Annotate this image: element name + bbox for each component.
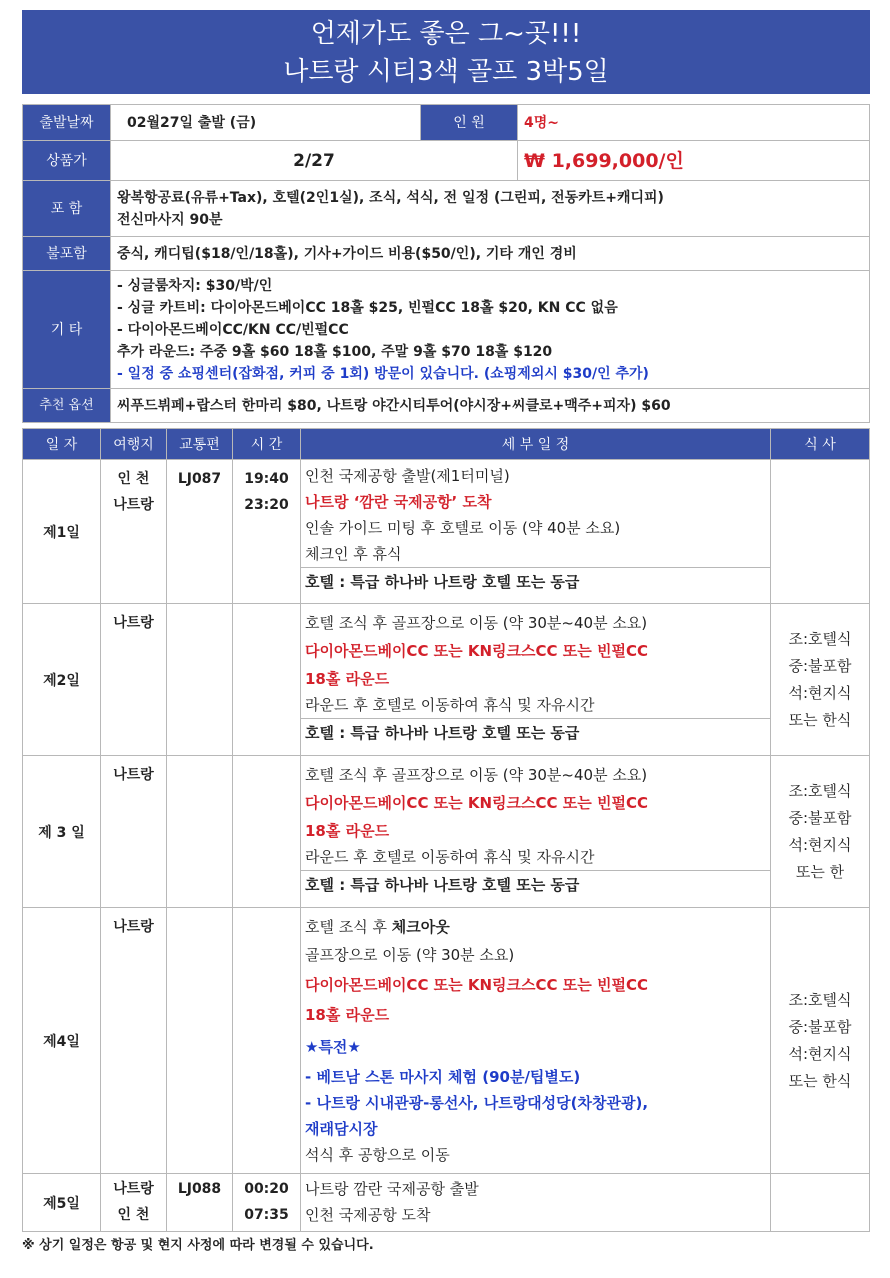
day3-detail [301, 756, 771, 908]
day5-time-2: 07:35 [244, 1207, 289, 1223]
day4-detail [301, 908, 771, 1174]
schedule-header-row [23, 429, 870, 460]
day1-line-1: 인천 국제공항 출발(제1터미널) [305, 467, 510, 485]
price-value: ₩ 1,699,000/인 [518, 141, 870, 181]
day1-time-2: 23:20 [244, 497, 289, 513]
day4-line-2: 골프장으로 이동 (약 30분 소요) [305, 946, 515, 964]
day2-place: 나트랑 [101, 604, 167, 756]
day4-line-3: 다이아몬드베이CC 또는 KN링크스CC 또는 빈펄CC [305, 976, 648, 994]
day5-place-1: 나트랑 [113, 1181, 154, 1197]
etc-line-2: - 싱글 카트비: 다이아몬드베이CC 18홀 $25, 빈펄CC 18홀 $20, KN CC 없음 [117, 299, 618, 316]
day2-line-3: 18홀 라운드 [305, 670, 390, 688]
day4-row [23, 908, 870, 1174]
etc-value [111, 271, 870, 389]
day3-meal-4: 또는 한 [795, 862, 845, 881]
day4-checkout: 체크아웃 [391, 918, 450, 936]
day5-label: 제5일 [23, 1174, 101, 1232]
day3-meal-1: 조:호텔식 [788, 781, 852, 800]
day2-line-2: 다이아몬드베이CC 또는 KN링크스CC 또는 빈펄CC [305, 642, 648, 660]
depart-value: 02월27일 출발 (금) [111, 105, 421, 141]
day3-meal [771, 756, 870, 908]
day2-line-1: 호텔 조식 후 골프장으로 이동 (약 30분~40분 소요) [305, 614, 648, 632]
header-detail: 세 부 일 정 [301, 429, 771, 460]
day3-label: 제 3 일 [23, 756, 101, 908]
day2-meal-4: 또는 한식 [788, 710, 852, 729]
day1-line-2: 나트랑 ‘깜란 국제공항’ 도착 [305, 493, 492, 511]
day2-detail [301, 604, 771, 756]
exclude-value: 중식, 캐디팁($18/인/18홀), 기사+가이드 비용($50/인), 기타 개인 경비 [111, 237, 870, 271]
footnote: ※ 상기 일정은 항공 및 현지 사정에 따라 변경될 수 있습니다. [22, 1238, 374, 1253]
day1-detail [301, 460, 771, 604]
day5-place-2: 인 천 [117, 1207, 150, 1223]
day5-times [233, 1174, 301, 1232]
day5-place [101, 1174, 167, 1232]
day4-line-4: 18홀 라운드 [305, 1006, 390, 1024]
header-place: 여행지 [101, 429, 167, 460]
day1-flight: LJ087 [167, 460, 233, 604]
day4-meal-1: 조:호텔식 [788, 990, 852, 1009]
day2-flight [167, 604, 233, 756]
banner-title-line1: 언제가도 좋은 그~곳!!! [310, 19, 582, 49]
banner-title-line2: 나트랑 시티3색 골프 3박5일 [283, 57, 609, 87]
option-label: 추천 옵션 [23, 389, 111, 423]
day1-meal [771, 460, 870, 604]
day3-times [233, 756, 301, 908]
option-value: 씨푸드뷔페+랍스터 한마리 $80, 나트랑 야간시티투어(야시장+씨클로+맥주+피자) $60 [111, 389, 870, 423]
day2-meal-1: 조:호텔식 [788, 629, 852, 648]
day5-meal [771, 1174, 870, 1232]
include-value [111, 181, 870, 237]
day1-place-1: 인 천 [117, 471, 150, 487]
day4-flight [167, 908, 233, 1174]
price-label: 상품가 [23, 141, 111, 181]
people-value: 4명~ [518, 105, 870, 141]
day2-row [23, 604, 870, 756]
include-line-2: 전신마사지 90분 [117, 211, 223, 228]
day2-hotel: 호텔 : 특급 하나바 나트랑 호텔 또는 동급 [301, 718, 770, 747]
day4-meal [771, 908, 870, 1174]
day3-place: 나트랑 [101, 756, 167, 908]
day4-meal-4: 또는 한식 [788, 1071, 852, 1090]
day3-meal-2: 중:불포함 [788, 808, 852, 827]
day1-row [23, 460, 870, 604]
day3-hotel: 호텔 : 특급 하나바 나트랑 호텔 또는 동급 [301, 870, 770, 899]
day5-flight: LJ088 [167, 1174, 233, 1232]
etc-shopping-note: - 일정 중 쇼핑센터(잡화점, 커피 중 1회) 방문이 있습니다. (쇼핑제외시 $30/인 추가) [117, 365, 649, 382]
title-banner [22, 10, 870, 94]
include-label: 포 함 [23, 181, 111, 237]
etc-label: 기 타 [23, 271, 111, 389]
etc-line-4: 추가 라운드: 주중 9홀 $60 18홀 $100, 주말 9홀 $70 18홀 $120 [117, 343, 553, 360]
etc-line-3: - 다이아몬드베이CC/KN CC/빈펄CC [117, 321, 349, 338]
day1-line-3: 인솔 가이드 미팅 후 호텔로 이동 (약 40분 소요) [305, 519, 621, 537]
include-line-1: 왕복항공료(유류+Tax), 호텔(2인1실), 조식, 석식, 전 일정 (그린피, 전동카트+캐디피) [117, 189, 664, 206]
day2-meal-2: 중:불포함 [788, 656, 852, 675]
day3-line-3: 18홀 라운드 [305, 822, 390, 840]
day4-meal-3: 석:현지식 [788, 1044, 852, 1063]
etc-line-1: - 싱글룸차지: $30/박/인 [117, 277, 273, 294]
day4-line-1-text: 호텔 조식 후 [305, 918, 392, 936]
day3-flight [167, 756, 233, 908]
day5-detail [301, 1174, 771, 1232]
day3-line-4: 라운드 후 호텔로 이동하여 휴식 및 자유시간 [305, 848, 595, 866]
info-table [22, 104, 870, 423]
day5-row [23, 1174, 870, 1232]
day2-label: 제2일 [23, 604, 101, 756]
day4-special-title: ★특전★ [305, 1038, 361, 1056]
day5-line-2: 인천 국제공항 도착 [305, 1206, 431, 1224]
depart-label: 출발날짜 [23, 105, 111, 141]
day4-special-1: - 베트남 스톤 마사지 체험 (90분/팁별도) [305, 1068, 581, 1086]
day1-label: 제1일 [23, 460, 101, 604]
day4-special-2: - 나트랑 시내관광-롱선사, 나트랑대성당(차창관광), [305, 1094, 649, 1112]
day4-label: 제4일 [23, 908, 101, 1174]
day1-place [101, 460, 167, 604]
day2-line-4: 라운드 후 호텔로 이동하여 휴식 및 자유시간 [305, 696, 595, 714]
day3-row [23, 756, 870, 908]
day4-special-3: 재래담시장 [305, 1120, 378, 1138]
price-date: 2/27 [111, 141, 518, 181]
day4-meal-2: 중:불포함 [788, 1017, 852, 1036]
day5-line-1: 나트랑 깜란 국제공항 출발 [305, 1180, 479, 1198]
day3-meal-3: 석:현지식 [788, 835, 852, 854]
day4-place: 나트랑 [101, 908, 167, 1174]
people-label: 인 원 [421, 105, 518, 141]
header-day: 일 자 [23, 429, 101, 460]
day2-meal [771, 604, 870, 756]
day5-time-1: 00:20 [244, 1181, 289, 1197]
day1-place-2: 나트랑 [113, 497, 154, 513]
day4-times [233, 908, 301, 1174]
day1-hotel: 호텔 : 특급 하나바 나트랑 호텔 또는 동급 [301, 567, 770, 596]
exclude-label: 불포함 [23, 237, 111, 271]
day1-times [233, 460, 301, 604]
day1-time-1: 19:40 [244, 471, 289, 487]
day2-times [233, 604, 301, 756]
day3-line-1: 호텔 조식 후 골프장으로 이동 (약 30분~40분 소요) [305, 766, 648, 784]
day4-line-last: 석식 후 공항으로 이동 [305, 1146, 450, 1164]
header-transport: 교통편 [167, 429, 233, 460]
day1-line-4: 체크인 후 휴식 [305, 545, 402, 563]
header-meal: 식 사 [771, 429, 870, 460]
day2-meal-3: 석:현지식 [788, 683, 852, 702]
day3-line-2: 다이아몬드베이CC 또는 KN링크스CC 또는 빈펄CC [305, 794, 648, 812]
day4-line-1 [301, 914, 770, 940]
header-time: 시 간 [233, 429, 301, 460]
schedule-table [22, 428, 870, 1232]
